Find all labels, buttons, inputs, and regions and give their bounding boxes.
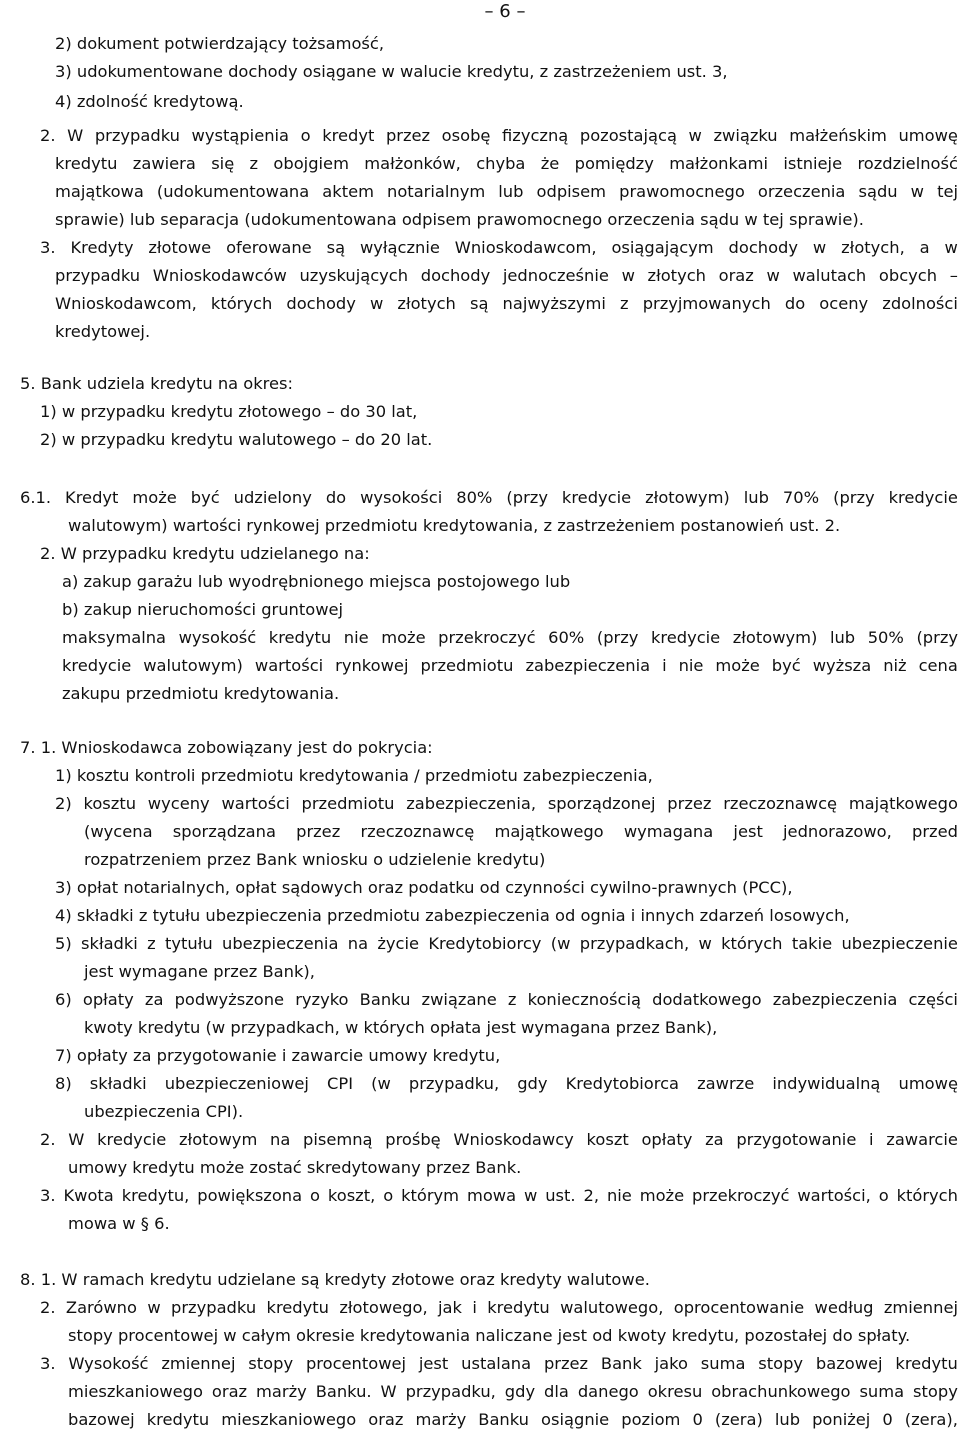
paragraph-line: walutowym) wartości rynkowej przedmiotu kredytowania, z zastrzeżeniem postanowień ust. 2. <box>68 516 841 535</box>
list-item: 3) udokumentowane dochody osiągane w walucie kredytu, z zastrzeżeniem ust. 3, <box>55 62 728 81</box>
paragraph-line: kredytowej. <box>55 322 151 341</box>
list-item: (wycena sporządzana przez rzeczoznawcę majątkowego wymagana jest jednorazowo, przed <box>84 822 958 841</box>
list-item: 4) zdolność kredytową. <box>55 92 244 111</box>
list-item: 7) opłaty za przygotowanie i zawarcie umowy kredytu, <box>55 1046 501 1065</box>
list-item: 2) dokument potwierdzający tożsamość, <box>55 34 385 53</box>
paragraph-line: 2. W przypadku wystąpienia o kredyt przez osobę fizyczną pozostającą w związku małżeńskim umowę <box>40 126 958 145</box>
paragraph-line: 2. Zarówno w przypadku kredytu złotowego, jak i kredytu walutowego, oprocentowanie według zmiennej <box>40 1298 958 1317</box>
list-item: 1) w przypadku kredytu złotowego – do 30 lat, <box>40 402 418 421</box>
paragraph-line: Wnioskodawcom, których dochody w złotych są najwyższymi z przyjmowanych do oceny zdolności <box>55 294 958 313</box>
paragraph-line: 3. Kredyty złotowe oferowane są wyłącznie Wnioskodawcom, osiągającym dochody w złotych, a w <box>40 238 958 257</box>
paragraph-line: 3. Wysokość zmiennej stopy procentowej jest ustalana przez Bank jako suma stopy bazowej kredytu <box>40 1354 958 1373</box>
list-item: 2) kosztu wyceny wartości przedmiotu zabezpieczenia, sporządzonej przez rzeczoznawcę majątkowego <box>55 794 958 813</box>
paragraph-line: mowa w § 6. <box>68 1214 170 1233</box>
paragraph-line: 2. W przypadku kredytu udzielanego na: <box>40 544 370 563</box>
list-item: 6) opłaty za podwyższone ryzyko Banku związane z koniecznością dodatkowego zabezpieczenia części <box>55 990 958 1009</box>
list-item: 3) opłat notarialnych, opłat sądowych oraz podatku od czynności cywilno-prawnych (PCC), <box>55 878 793 897</box>
paragraph-line: stopy procentowej w całym okresie kredytowania naliczane jest od kwoty kredytu, pozostałej do spłaty. <box>68 1326 911 1345</box>
paragraph-line: 2. W kredycie złotowym na pisemną prośbę Wnioskodawcy koszt opłaty za przygotowanie i zawarcie <box>40 1130 958 1149</box>
list-item: ubezpieczenia CPI). <box>84 1102 244 1121</box>
paragraph-line: przypadku Wnioskodawców uzyskujących dochody jednocześnie w złotych oraz w walutach obcych – <box>55 266 958 285</box>
paragraph-line: 8. 1. W ramach kredytu udzielane są kredyty złotowe oraz kredyty walutowe. <box>20 1270 650 1289</box>
list-item: jest wymagane przez Bank), <box>84 962 315 981</box>
list-item: a) zakup garażu lub wyodrębnionego miejsca postojowego lub <box>62 572 571 591</box>
section-heading: 7. 1. Wnioskodawca zobowiązany jest do pokrycia: <box>20 738 433 757</box>
list-item: 4) składki z tytułu ubezpieczenia przedmiotu zabezpieczenia od ognia i innych zdarzeń losowych, <box>55 906 850 925</box>
paragraph-line: maksymalna wysokość kredytu nie może przekroczyć 60% (przy kredycie złotowym) lub 50% (przy <box>62 628 958 647</box>
list-item: 8) składki ubezpieczeniowej CPI (w przypadku, gdy Kredytobiorca zawrze indywidualną umowę <box>55 1074 958 1093</box>
paragraph-line: kredytu zawiera się z obojgiem małżonków, chyba że pomiędzy małżonkami istnieje rozdzielność <box>55 154 958 173</box>
paragraph-line: kredycie walutowym) wartości rynkowej przedmiotu zabezpieczenia i nie może być wyższa niż cena <box>62 656 958 675</box>
list-item: 2) w przypadku kredytu walutowego – do 20 lat. <box>40 430 433 449</box>
paragraph-line: mieszkaniowego oraz marży Banku. W przypadku, gdy dla danego okresu obrachunkowego suma stopy <box>68 1382 958 1401</box>
list-item: 1) kosztu kontroli przedmiotu kredytowania / przedmiotu zabezpieczenia, <box>55 766 653 785</box>
list-item: 5) składki z tytułu ubezpieczenia na życie Kredytobiorcy (w przypadkach, w których takie ubezpieczenie <box>55 934 958 953</box>
list-item: kwoty kredytu (w przypadkach, w których opłata jest wymagana przez Bank), <box>84 1018 718 1037</box>
paragraph-line: 3. Kwota kredytu, powiększona o koszt, o którym mowa w ust. 2, nie może przekroczyć wartości, o których <box>40 1186 958 1205</box>
section-heading: 5. Bank udziela kredytu na okres: <box>20 374 294 393</box>
paragraph-line: umowy kredytu może zostać skredytowany przez Bank. <box>68 1158 522 1177</box>
paragraph-line: majątkowa (udokumentowana aktem notarialnym lub odpisem prawomocnego orzeczenia sądu w tej <box>55 182 958 201</box>
paragraph-line: zakupu przedmiotu kredytowania. <box>62 684 340 703</box>
list-item: b) zakup nieruchomości gruntowej <box>62 600 344 619</box>
list-item: rozpatrzeniem przez Bank wniosku o udzielenie kredytu) <box>84 850 546 869</box>
paragraph-line: bazowej kredytu mieszkaniowego oraz marży Banku osiągnie poziom 0 (zera) lub poniżej 0 (zera), <box>68 1410 958 1429</box>
paragraph-line: sprawie) lub separacja (udokumentowana odpisem prawomocnego orzeczenia sądu w tej sprawie). <box>55 210 864 229</box>
paragraph-line: 6.1. Kredyt może być udzielony do wysokości 80% (przy kredycie złotowym) lub 70% (przy kredycie <box>20 488 958 507</box>
page-number: – 6 – <box>484 1 526 22</box>
